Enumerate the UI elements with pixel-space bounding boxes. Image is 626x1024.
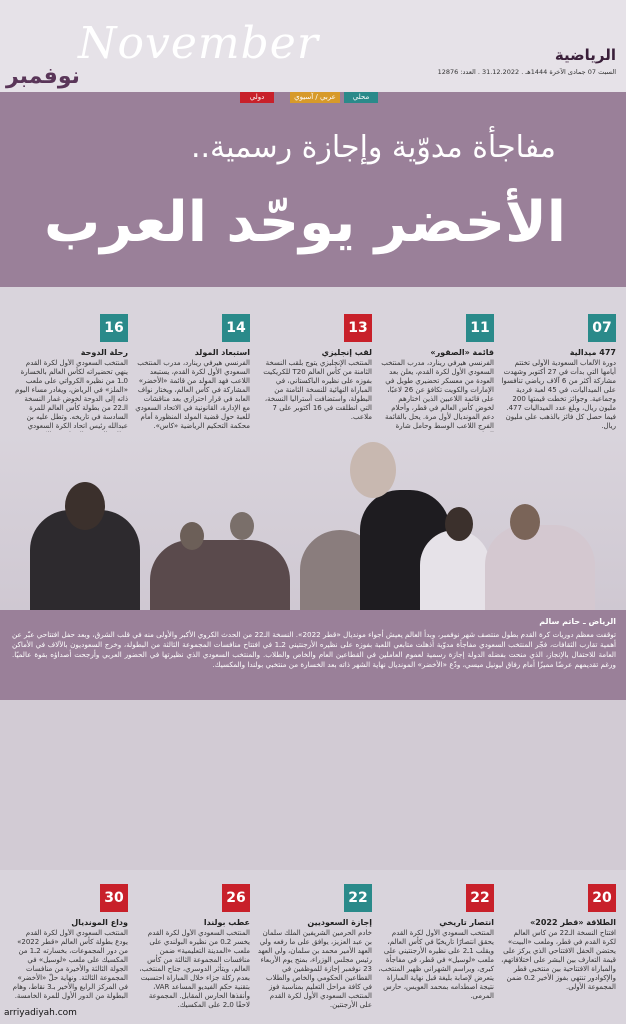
fan-head (180, 522, 204, 550)
entry-body: المنتخب السعودي الأول لكرة القدم يخسر 2ـ0 من نظيره البولندي على ملعب «المدينة التعليمية» ضمن منافسات المجموعة الثالثة من كأس العالم، ويتأثر الدوسري، جناح المنتخب، بعدم ركلة جزاء خلال المباراة احتسبت بتقنية حكم الفيديو المساعد VAR، وأنقذها الحارس المقابل. المجموعة لاحقًا 0ـ2 على المكسيك. (139, 929, 250, 1009)
entry-title: قائمة «الصقور» (430, 348, 494, 357)
fan-head (230, 512, 254, 540)
month-arabic: نوفمبر (6, 64, 80, 89)
entry-body: الفرنسي هيرفي رينارد، مدرب المنتخب السعودي الأول لكرة القدم، يعلن بعد العودة من معسكر تحضيري طويل في الإمارات والكويت تكافؤ عن 26 لاعبًا، على قائمة اللاعبين الذين اختارهم لخوض كأس العالم في قطر، وأحلام دعم المونديال لأول مرة. يحل بالقائمة الفرج اللاعب الوسط وحامل شارة (381, 359, 494, 430)
timeline-entry (12, 918, 128, 1001)
photo-reflection (0, 700, 626, 870)
player-head (65, 482, 105, 530)
entry-body: المنتخب الإنجليزي يتوج بلقب النسخة الثامنة من كأس العالم T20 للكريكيت بفوزه على نظيره الباكستاني، في المباراة النهائية للنسخة الثامنة من البطولة، واستضافت أستراليا النسخة، التي انطلقت في 16 أكتوبر على 7 ملاعب. (263, 359, 372, 421)
entry-body: المنتخب السعودي الأول لكرة القدم يودع بطولة كأس العالم «قطر 2022» من دور المجموعات، بخسارته 2ـ1 من المكسيك على ملعب «لوسيل» في الجولة الثالثة والأخيرة من منافسات المجموعة الثالثة. ونهاية حلّ «الأخضر» في المركز الرابع والأخير بـ3 نقاط، وهام البطولة من الدور الأول للمرة الخامسة. (12, 929, 128, 1000)
headline-kicker: مفاجأة مدوّية وإجازة رسمية.. (190, 130, 556, 165)
section-international: دولي (240, 92, 274, 103)
day-badge: 14 (222, 314, 250, 342)
day-badge: 22 (466, 884, 494, 912)
entry-title: وداع المونديال (71, 918, 128, 927)
entry-title: رحلة الدوحة (80, 348, 128, 357)
day-badge: 11 (466, 314, 494, 342)
entry-title: انتصار تاريخي (439, 918, 494, 927)
team-photo (0, 432, 626, 610)
page-header (0, 0, 626, 92)
coach-head (350, 442, 396, 498)
entry-body: دورة الألعاب السعودية الأولى تختتم أيامها التي بدأت في 27 أكتوبر وشهدت مشاركة أكثر من 6 آلاف رياضي تنافسوا على الميداليات، في 45 لعبة فردية وجماعية. وجوائز تخطت قيمتها 200 مليون ريال، وبلغ عدد الميداليات 477. فيما حصل كل فائز بالذهب على مليون ريال. (501, 359, 616, 430)
section-local: محلي (344, 92, 378, 103)
issue-line: السبت 07 جمادى الآخرة 1444هـ . 31.12.2022 . العدد: 12876 (437, 68, 616, 76)
player-head (510, 504, 540, 540)
day-badge: 30 (100, 884, 128, 912)
timeline-entry (378, 348, 494, 440)
footer-url: arriyadiyah.com (4, 1008, 77, 1018)
player-figure (420, 530, 490, 610)
day-badge: 22 (344, 884, 372, 912)
entry-body: افتتاح النسخة الـ22 من كأس العالم لكرة القدم في قطر، وملعب «البيت» يحتضن الحفل الافتتاحي الذي يركز على قيمة التعارف بين البشر على اختلافاتهم، والمباراة الافتتاحية بين منتخبي قطر والإكوادور تنتهي بفوز الأخير 2ـ0 ضمن المجموعة الأولى. (501, 929, 616, 991)
headline-main: الأخضر يوحّد العرب (43, 190, 566, 255)
entry-title: 477 ميدالية (569, 348, 616, 357)
entry-body: المنتخب السعودي الأول لكرة القدم يحقق انتصارًا تاريخيًا في كأس العالم، ويقلب 1ـ2 على نظيره الأرجنتيني على ملعب «لوسيل» في قطر، في مفاجأة كبرى، ويراسم الشهراني ظهير المنتخب، يتعرض لإصابة بليغة قبل نهاية المباراة نتيجة اصطدامه بمحمد العويس، حارس المرمى. (378, 929, 494, 1000)
entry-title: عطب بولندا (203, 918, 250, 927)
day-badge: 26 (222, 884, 250, 912)
timeline-entry (134, 348, 250, 431)
timeline-entry (134, 918, 250, 1010)
entry-body: المنتخب السعودي الأول لكرة القدم ينهي تحضيراته لكأس العالم بالخسارة 0ـ1 من نظيره الكرواتي على ملعب «الملز» في الرياض، ويغادر مساء اليوم ذاته إلى الدوحة لخوض غمار النسخة الـ22 من بطولة كأس العالم للمرة السادسة في تاريخه. وتطل عليه بن عبدالله رئيس اتحاد الكرة السعودي (15, 359, 128, 430)
entry-body: الفرنسي هيرفي رينارد، مدرب المنتخب السعودي الأول لكرة القدم، يستبعد اللاعب فهد المولد من قائمة «الأخضر» المشاركة في كأس العالم، ويختار نواف العابد في قرار احترازي بعد مناقشات مع الإدارة، القانونية في الاتحاد السعودي للعبة حول قضية المولد المنظورة أمام محكمة التحكيم الرياضية «كاس». (135, 359, 250, 430)
entry-body: خادم الحرمين الشريفين الملك سلمان بن عبد العزيز، يوافق على ما رفعه ولي العهد الأمير محمد بن سلمان، ولي العهد رئيس مجلس الوزراء، بمنح يوم الأربعاء 23 نوفمبر إجازة للموظفين في القطاعين الحكومي والخاص والطلاب في كافة مراحل التعليم بمناسبة فوز المنتخب السعودي الأول لكرة القدم على الأرجنتين. (257, 929, 372, 1009)
fans-group (150, 540, 290, 610)
caption-title: الرياض ـ حاتم سالم (539, 617, 616, 626)
entry-title: لقب إنجليزي (321, 348, 372, 357)
player-head (445, 507, 473, 541)
timeline-entry (256, 918, 372, 1010)
day-badge: 16 (100, 314, 128, 342)
player-figure (485, 525, 595, 610)
timeline-entry (500, 348, 616, 431)
section-arab-asian: عربي / آسيوي (290, 92, 340, 103)
timeline-entry (256, 348, 372, 422)
entry-title: الطلاقة «قطر 2022» (530, 918, 616, 927)
timeline-entry (500, 918, 616, 992)
day-badge: 20 (588, 884, 616, 912)
day-badge: 07 (588, 314, 616, 342)
month-english: November (78, 18, 319, 69)
entry-title: استبعاد المولد (194, 348, 250, 357)
day-badge: 13 (344, 314, 372, 342)
entry-title: إجازة السعوديين (307, 918, 372, 927)
caption-body: توقفت معظم دوريات كرة القدم بطول منتصف شهر نوفمبر، وبدأ العالم يعيش أجواء مونديال «قطر 2022». النسخة الـ22 من الحدث الكروي الأكبر والأولى منه في قلب الشرق، وبعد حفل افتتاحي عبّر عن أهمية تقارب الثقافات، فجّر المنتخب السعودي مفاجأة مدوّية أذهلت متابعي اللعبة بفوزه على نظيره الأرجنتيني 2ـ1 في افتتاح منافسات المجموعة الثالثة من البطولة، وخرج السعوديون بالآلاف في الأماكن العامة للاحتفال بالإنجاز، الذي منحت بفضله الدولة إجازة رسمية لعموم العاملين في القطاعين العام والخاص والطلاب. والمنتخب السعودي الذي نظيرتها في الحضور العربي وأرجحت أصداؤه بقوة عالميًا. ورغم تقديمهم عرضًا مميزًا أمام رفاق ليونيل ميسي، ودّع «الأخضر» المونديال نهاية الشهر ذاته بعد الخسارة من منتخبي بولندا والمكسيك. (12, 630, 616, 669)
newspaper-logo: الرياضية (554, 46, 616, 64)
timeline-entry (378, 918, 494, 1001)
